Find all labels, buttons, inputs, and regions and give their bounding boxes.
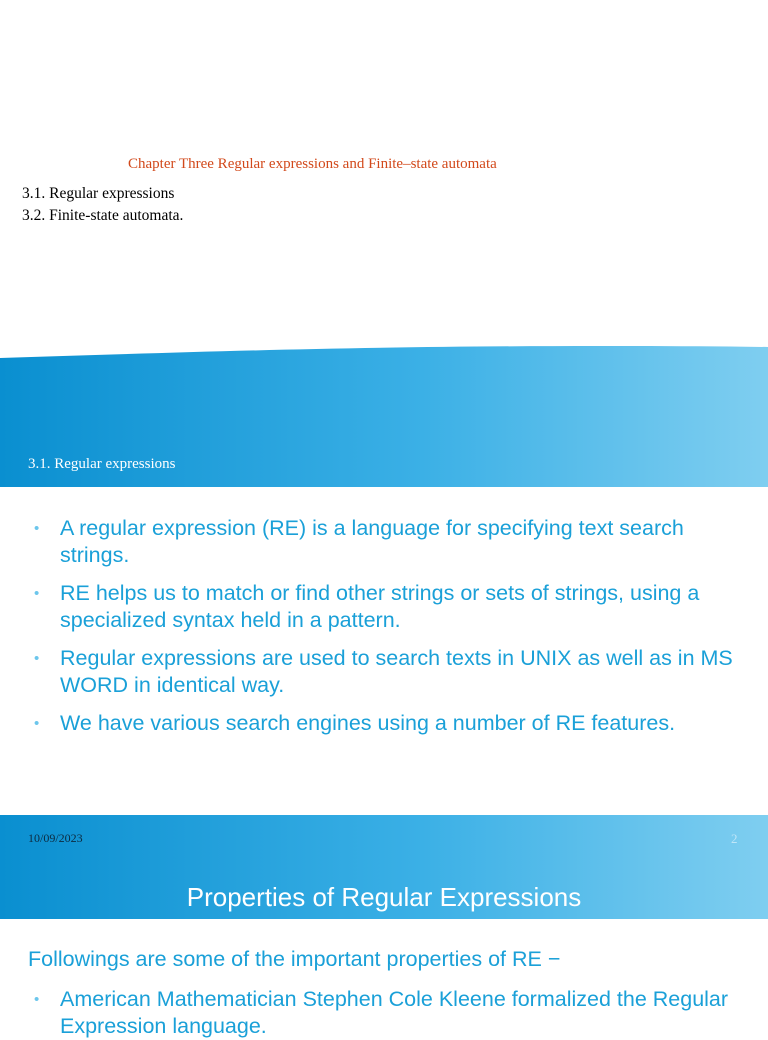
- bullet-item: [0, 986, 768, 1040]
- chapter-title: Chapter Three Regular expressions and Finite–state automata: [128, 156, 497, 172]
- contents-item: 3.1. Regular expressions: [22, 185, 175, 202]
- bullet-text: Regular expressions are used to search texts in UNIX as well as in MS WORD in identical way.: [60, 646, 733, 697]
- section-heading: 3.1. Regular expressions: [28, 456, 176, 472]
- bullet-text: A regular expression (RE) is a language for specifying text search strings.: [60, 516, 684, 567]
- properties-bullet-list: [0, 986, 768, 1040]
- bullet-icon: •: [34, 991, 40, 1008]
- slide-date: 10/09/2023: [28, 831, 83, 845]
- bullet-item: [0, 710, 768, 737]
- contents-item: 3.2. Finite-state automata.: [22, 207, 184, 224]
- bullet-text: We have various search engines using a number of RE features.: [60, 711, 676, 735]
- bullet-item: [0, 515, 768, 569]
- slide-intro-text: Followings are some of the important properties of RE −: [28, 947, 561, 971]
- bullet-icon: •: [34, 715, 40, 732]
- bullet-item: [0, 645, 768, 699]
- bullet-text: RE helps us to match or find other strings or sets of strings, using a specialized syntax held in a pattern.: [60, 581, 700, 632]
- bullet-icon: •: [34, 585, 40, 602]
- bullet-item: [0, 580, 768, 634]
- bullet-icon: •: [34, 650, 40, 667]
- slide-title: Properties of Regular Expressions: [186, 882, 582, 912]
- bullet-text: American Mathematician Stephen Cole Kleene formalized the Regular Expression language.: [60, 987, 729, 1038]
- bullet-icon: •: [34, 520, 40, 537]
- chapter-contents-list: [22, 183, 183, 227]
- slide-page-number: 2: [731, 831, 738, 846]
- re-bullet-list: [0, 515, 768, 748]
